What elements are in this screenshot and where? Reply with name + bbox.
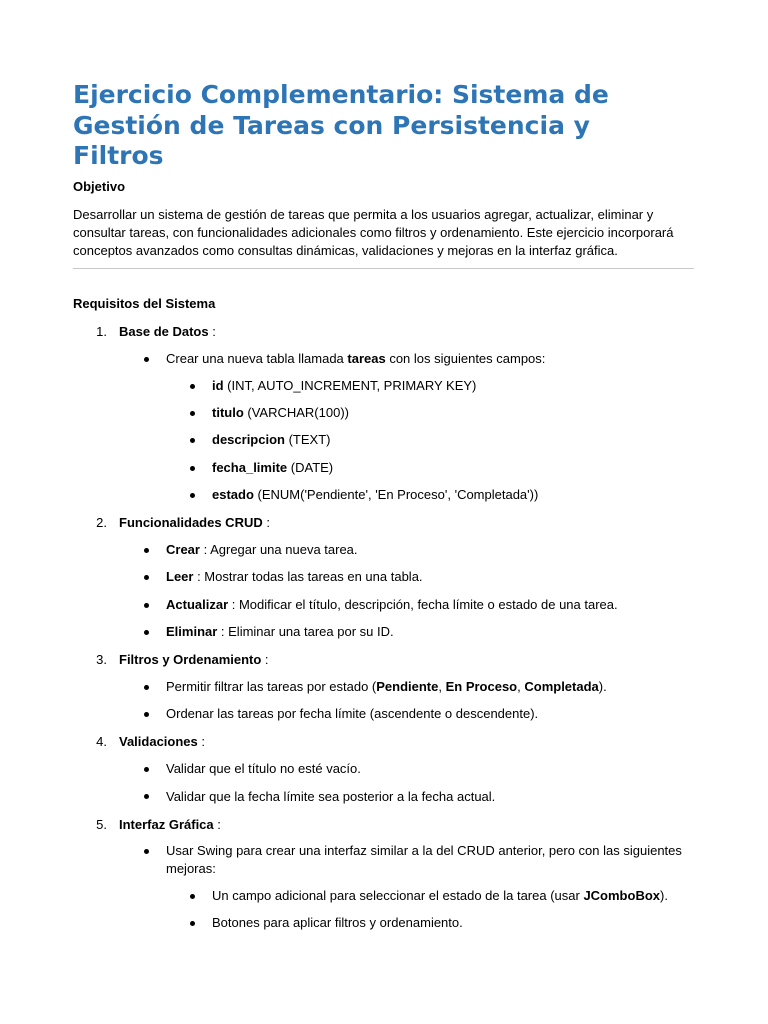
- sub-list-item: Botones para aplicar filtros y ordenamiento.: [212, 915, 463, 930]
- bullet: [144, 712, 149, 717]
- sub-list-item: Un campo adicional para seleccionar el estado de la tarea (usar JComboBox).: [212, 888, 668, 903]
- list-item-title: Filtros y Ordenamiento :: [119, 652, 269, 667]
- list-number: 2.: [96, 515, 107, 530]
- list-item-title: Funcionalidades CRUD :: [119, 515, 270, 530]
- list-item: Validar que la fecha límite sea posterior a la fecha actual.: [166, 789, 496, 804]
- list-item: Actualizar : Modificar el título, descripción, fecha límite o estado de una tarea.: [166, 597, 618, 612]
- list-item-title: Interfaz Gráfica :: [119, 817, 221, 832]
- list-number: 4.: [96, 734, 107, 749]
- list-item-title: Validaciones :: [119, 734, 205, 749]
- objetivo-heading: Objetivo: [73, 179, 126, 194]
- list-item: Crear : Agregar una nueva tarea.: [166, 542, 358, 557]
- bullet: [144, 767, 149, 772]
- section-divider: [73, 268, 694, 269]
- page-title: Ejercicio Complementario: Sistema de Gestión de Tareas con Persistencia y Filtros: [73, 80, 609, 170]
- bullet: [144, 575, 149, 580]
- bullet: [144, 849, 149, 854]
- objetivo-paragraph: Desarrollar un sistema de gestión de tareas que permita a los usuarios agregar, actualizar, eliminar y consultar tareas, con funcionalidades adicionales como filtros y ordenamiento. Este ejercicio incorporará conceptos avanzados como consultas dinámicas, validaciones y mejoras en la interfaz gráfica.: [73, 207, 674, 258]
- field-item: fecha_limite (DATE): [212, 460, 334, 475]
- list-item: Permitir filtrar las tareas por estado (Pendiente, En Proceso, Completada).: [166, 679, 607, 694]
- bullet: [144, 630, 149, 635]
- field-item: descripcion (TEXT): [212, 432, 331, 447]
- field-item: titulo (VARCHAR(100)): [212, 405, 349, 420]
- field-item: id (INT, AUTO_INCREMENT, PRIMARY KEY): [212, 378, 477, 393]
- list-item: Eliminar : Eliminar una tarea por su ID.: [166, 624, 394, 639]
- bullet: [190, 921, 195, 926]
- list-number: 3.: [96, 652, 107, 667]
- bullet: [144, 357, 149, 362]
- bullet: [190, 466, 195, 471]
- field-item: estado (ENUM('Pendiente', 'En Proceso', 'Completada')): [212, 487, 539, 502]
- list-item: Usar Swing para crear una interfaz similar a la del CRUD anterior, pero con las siguientes mejoras:: [166, 843, 682, 876]
- bullet: [190, 894, 195, 899]
- list-item: Crear una nueva tabla llamada tareas con los siguientes campos:: [166, 351, 546, 366]
- list-item: Leer : Mostrar todas las tareas en una tabla.: [166, 569, 423, 584]
- bullet: [190, 493, 195, 498]
- bullet: [190, 438, 195, 443]
- list-item-title: Base de Datos :: [119, 324, 216, 339]
- requisitos-heading: Requisitos del Sistema: [73, 296, 216, 311]
- list-item: Validar que el título no esté vacío.: [166, 761, 361, 776]
- list-number: 1.: [96, 324, 107, 339]
- bullet: [190, 411, 195, 416]
- bullet: [144, 794, 149, 799]
- bullet: [144, 548, 149, 553]
- bullet: [144, 603, 149, 608]
- bullet: [144, 685, 149, 690]
- list-item: Ordenar las tareas por fecha límite (ascendente o descendente).: [166, 706, 539, 721]
- list-number: 5.: [96, 817, 107, 832]
- bullet: [190, 384, 195, 389]
